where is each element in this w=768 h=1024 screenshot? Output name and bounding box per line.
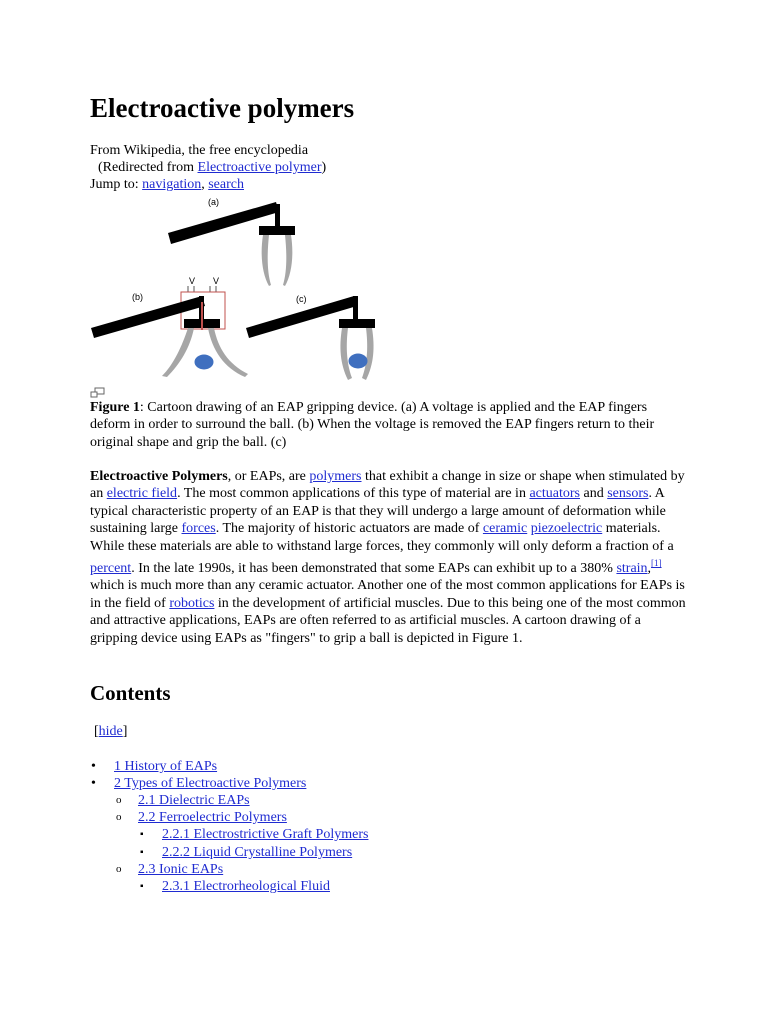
intro-text: , <box>647 561 652 577</box>
contents-heading: Contents <box>90 681 171 705</box>
toc-item[interactable]: 2.2.2 Liquid Crystalline Polymers <box>162 845 353 860</box>
intro-text: . In the late 1990s, it has been demonstrated that some EAPs can exhibit up to a 380% <box>131 561 617 577</box>
toc-bullet: o <box>116 794 122 806</box>
eap-finger-a-right <box>283 235 292 286</box>
intro-text: in the development of artificial muscles. Due to this being one of the most common and attractive applications, EAPs are often referred to as artificial muscles. A cartoon drawing of a gripping device using EAPs as "fingers" to grip a ball is depicted in Figure 1. <box>90 595 686 646</box>
intro-text: that exhibit a change in size or shape when stimulated by an <box>90 469 685 502</box>
toc-bullet: • <box>91 776 96 791</box>
caption-text: : Cartoon drawing of an EAP gripping device. (a) A voltage is applied and the EAP fingers deform in order to surround the ball. (b) When the voltage is removed the EAP fingers return to their original shape and grip the ball. (c) <box>90 400 655 450</box>
ball-c <box>349 354 368 369</box>
jump-separator: , <box>201 177 209 192</box>
link-sensors[interactable]: sensors <box>607 486 649 502</box>
voltage-terminals <box>188 286 216 292</box>
intro-text: . The most common applications of this type of material are in <box>177 486 530 502</box>
gripper-head-a <box>259 226 295 235</box>
eap-finger-c-left <box>340 328 352 380</box>
eap-gripper-figure <box>86 192 386 382</box>
toc-bullet: o <box>116 863 122 875</box>
intro-text: and <box>579 486 608 502</box>
toc-bullet: o <box>116 811 122 823</box>
redirect-prefix: (Redirected from <box>98 160 198 175</box>
jump-links <box>90 176 244 193</box>
figure-label-b: (b) <box>132 292 143 302</box>
intro-text: materials. While these materials are able to withstand large forces, they commonly will only deform a fraction of a <box>90 521 674 554</box>
toc-item[interactable]: 2.1 Dielectric EAPs <box>138 793 250 808</box>
link-actuators[interactable]: actuators <box>529 486 580 502</box>
eap-finger-b-right <box>208 328 248 377</box>
gripper-arm-a <box>168 202 279 244</box>
figure-label-c: (c) <box>296 294 307 304</box>
intro-text: . The majority of historic actuators are made of <box>215 521 483 537</box>
intro-text: which is much more than any ceramic actuator. Another one of the most common applications for EAPs is in the field of <box>90 578 685 611</box>
link-percent[interactable]: percent <box>90 561 132 577</box>
eap-finger-c-right <box>362 328 374 380</box>
figure-caption <box>90 399 690 451</box>
site-subtitle: From Wikipedia, the free encyclopedia <box>90 143 309 158</box>
magnify-icon[interactable] <box>90 387 106 399</box>
toc-item[interactable]: 2 Types of Electroactive Polymers <box>114 776 307 791</box>
intro-text: , or EAPs, are <box>227 469 310 484</box>
gripper-head-c <box>339 319 375 328</box>
intro-paragraph <box>90 468 690 647</box>
link-forces[interactable]: forces <box>181 521 216 537</box>
eap-finger-b-left <box>162 328 194 377</box>
link-electric-field[interactable]: electric field <box>106 486 178 502</box>
ball-b <box>195 355 214 370</box>
toc-item[interactable]: 2.3 Ionic EAPs <box>138 862 224 877</box>
toc-bullet: ▪ <box>140 847 144 858</box>
voltage-label-1: V <box>189 276 196 286</box>
link-polymers[interactable]: polymers <box>309 469 362 484</box>
eap-finger-a-left <box>262 235 271 286</box>
toc-bullet: ▪ <box>140 829 144 840</box>
intro-text: . A typical characteristic property of an EAP is that they will undergo a large amount of deformation while sustaining large <box>90 486 666 537</box>
hide-bracket-close: ] <box>122 724 128 739</box>
intro-term: Electroactive Polymers <box>90 469 228 484</box>
voltage-label-2: V <box>213 276 220 286</box>
link-strain[interactable]: strain <box>616 561 648 577</box>
caption-label: Figure 1 <box>90 400 140 415</box>
toc-bullet: ▪ <box>140 881 144 892</box>
toc-item[interactable]: 2.3.1 Electrorheological Fluid <box>162 879 330 894</box>
toc-item[interactable]: 2.2 Ferroelectric Polymers <box>138 810 287 825</box>
link-robotics[interactable]: robotics <box>169 595 215 611</box>
redirect-link[interactable]: Electroactive polymer <box>197 160 322 175</box>
hide-bracket-open: [ <box>94 724 99 739</box>
redirect-note <box>98 159 326 176</box>
reference-1-link[interactable]: [1] <box>651 558 662 569</box>
jump-prefix: Jump to: <box>90 177 143 192</box>
jump-search-link[interactable]: search <box>208 177 244 192</box>
figure-label-a: (a) <box>208 197 219 207</box>
link-ceramic[interactable]: ceramic <box>482 521 528 537</box>
page-title: Electroactive polymers <box>90 93 355 123</box>
toc-item[interactable]: 2.2.1 Electrostrictive Graft Polymers <box>162 827 369 842</box>
gripper-post-a <box>275 204 280 228</box>
redirect-suffix: ) <box>321 160 327 175</box>
toc-item[interactable]: 1 History of EAPs <box>114 759 218 774</box>
gripper-post-c <box>353 296 358 320</box>
link-piezoelectric[interactable]: piezoelectric <box>530 521 603 537</box>
hide-link[interactable]: hide <box>98 724 123 739</box>
contents-hide-toggle <box>94 723 127 740</box>
jump-navigation-link[interactable]: navigation <box>142 177 202 192</box>
toc-bullet: • <box>91 759 96 774</box>
